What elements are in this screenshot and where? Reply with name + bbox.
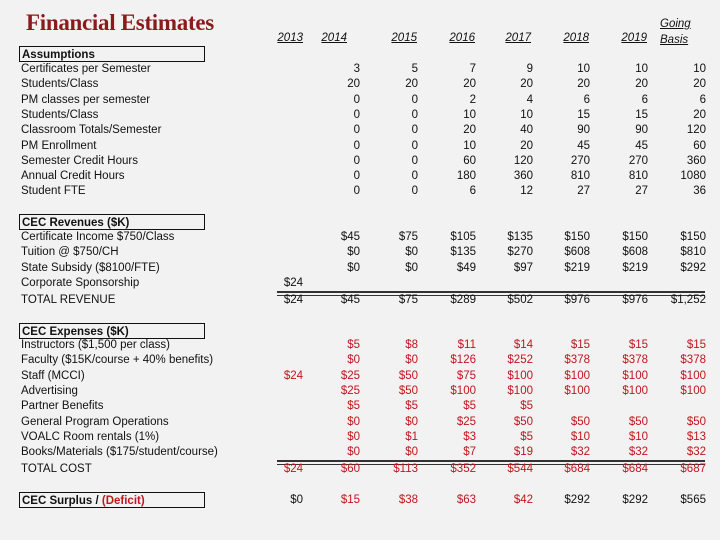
cell-2018: $32 — [570, 446, 590, 459]
row-label: General Program Operations — [21, 415, 169, 428]
cell-2019: 6 — [641, 93, 648, 106]
cell-2013: $24 — [283, 294, 303, 306]
year-header-2017: 2017 — [505, 32, 531, 44]
cell-2018: $219 — [564, 261, 590, 274]
expenses-heading: CEC Expenses ($K) — [19, 323, 205, 339]
cell-2018: 90 — [577, 124, 590, 137]
cell-2016: $3 — [463, 430, 476, 443]
revenue-row — [0, 276, 720, 291]
cell-2015: 20 — [405, 78, 418, 91]
cell-2017: 12 — [520, 185, 533, 198]
cell-2016: $352 — [450, 463, 476, 475]
cell-2019: $32 — [628, 446, 648, 459]
cell-2018: $976 — [564, 294, 590, 306]
cell-2016: $135 — [450, 246, 476, 259]
cell-2018: $10 — [570, 430, 590, 443]
revenues-heading: CEC Revenues ($K) — [19, 214, 205, 230]
cell-2016: 20 — [463, 124, 476, 137]
cell-2017: $97 — [513, 261, 533, 274]
cell-2018: $150 — [564, 231, 590, 243]
cell-2014: 0 — [353, 93, 360, 106]
cell-2015: 0 — [411, 108, 418, 121]
assumption-row — [0, 108, 720, 123]
cell-2019: 15 — [635, 108, 648, 121]
cell-2016: 10 — [463, 139, 476, 152]
cell-2019: $292 — [622, 494, 648, 506]
deficit-label: (Deficit) — [101, 495, 145, 507]
cell-2017: 40 — [520, 124, 533, 137]
surplus-row — [0, 493, 720, 508]
year-header-2014: 2014 — [321, 32, 347, 44]
going-label: Going — [660, 18, 691, 30]
cell-going-basis: $100 — [680, 384, 706, 397]
cell-2016: $25 — [456, 415, 476, 428]
cell-2019: 20 — [635, 78, 648, 91]
cell-going-basis: $1,252 — [670, 294, 706, 306]
row-label: Certificates per Semester — [21, 63, 151, 75]
cell-2015: 5 — [411, 63, 418, 75]
cell-2014: 0 — [353, 139, 360, 152]
cell-going-basis: 360 — [686, 154, 706, 167]
year-header-2019: 2019 — [621, 32, 647, 44]
cell-2015: $1 — [405, 430, 418, 443]
row-label: VOALC Room rentals (1%) — [21, 430, 160, 443]
row-label: Annual Credit Hours — [21, 170, 125, 183]
cell-2018: 15 — [577, 108, 590, 121]
cell-2019: $15 — [628, 339, 648, 351]
cell-2015: $38 — [398, 494, 418, 506]
cell-2017: 10 — [520, 108, 533, 121]
cell-going-basis: 20 — [693, 78, 706, 91]
expense-row — [0, 430, 720, 445]
cell-2015: 0 — [411, 170, 418, 183]
total-revenue-row — [0, 293, 720, 308]
cell-2017: $5 — [520, 430, 533, 443]
cell-going-basis: $15 — [686, 339, 706, 351]
row-label: Staff (MCCI) — [21, 369, 85, 382]
row-label: TOTAL REVENUE — [21, 294, 116, 306]
cell-2018: 270 — [570, 154, 590, 167]
cell-going-basis: 1080 — [680, 170, 706, 183]
cell-2019: $100 — [622, 384, 648, 397]
cell-2014: $0 — [347, 446, 360, 459]
cell-2013: $24 — [283, 463, 303, 475]
cell-2014: 0 — [353, 108, 360, 121]
cell-2015: $0 — [405, 354, 418, 367]
cell-2014: $0 — [347, 261, 360, 274]
cell-2016: 60 — [463, 154, 476, 167]
cell-2014: $5 — [347, 339, 360, 351]
cell-2014: $60 — [340, 463, 360, 475]
row-label: Students/Class — [21, 78, 99, 91]
cell-2016: $11 — [457, 339, 476, 351]
assumptions-heading: Assumptions — [19, 46, 205, 62]
cell-2015: $50 — [398, 369, 418, 382]
cell-2015: 0 — [411, 154, 418, 167]
row-label: Faculty ($15K/course + 40% benefits) — [21, 354, 214, 367]
cell-2014: $25 — [340, 384, 360, 397]
cell-2014: 3 — [353, 63, 360, 75]
cell-2019: $10 — [628, 430, 648, 443]
total-cost-row — [0, 462, 720, 477]
year-header-2018: 2018 — [563, 32, 589, 44]
row-label: Semester Credit Hours — [21, 154, 138, 167]
cell-2016: $63 — [456, 494, 476, 506]
cell-2018: $15 — [570, 339, 590, 351]
cell-2017: $50 — [513, 415, 533, 428]
cell-2017: 20 — [520, 78, 533, 91]
assumption-row — [0, 77, 720, 92]
cell-2019: 10 — [635, 63, 648, 75]
cell-2015: 0 — [411, 185, 418, 198]
row-label: TOTAL COST — [21, 463, 92, 475]
going-basis-header — [660, 16, 691, 48]
cell-2017: $544 — [507, 463, 533, 475]
cell-2014: $0 — [347, 354, 360, 367]
row-label: PM classes per semester — [21, 93, 151, 106]
cell-2015: 0 — [411, 139, 418, 152]
cell-going-basis: $810 — [680, 246, 706, 259]
cell-going-basis: 20 — [693, 108, 706, 121]
expense-row — [0, 384, 720, 399]
assumption-row — [0, 93, 720, 108]
row-label: Students/Class — [21, 108, 99, 121]
cell-2019: $100 — [622, 369, 648, 382]
expense-row — [0, 415, 720, 430]
cell-2014: $5 — [347, 400, 360, 413]
cell-2015: $75 — [398, 231, 418, 243]
cell-2016: $100 — [450, 384, 476, 397]
cell-2017: 9 — [526, 63, 533, 75]
cell-2018: $684 — [564, 463, 590, 475]
cell-2019: $150 — [622, 231, 648, 243]
cell-2014: $0 — [347, 415, 360, 428]
cell-2015: $0 — [405, 415, 418, 428]
cell-going-basis: $50 — [686, 415, 706, 428]
cell-2019: $608 — [622, 246, 648, 259]
expense-row — [0, 353, 720, 368]
cell-going-basis: 10 — [693, 63, 706, 75]
row-label: Student FTE — [21, 185, 86, 198]
row-label: Instructors ($1,500 per class) — [21, 339, 170, 351]
cell-2014: 0 — [353, 185, 360, 198]
cell-2016: $49 — [456, 261, 476, 274]
cell-2015: $5 — [405, 400, 418, 413]
page-title: Financial Estimates — [26, 10, 214, 35]
cell-going-basis: 6 — [699, 93, 706, 106]
expense-row — [0, 338, 720, 353]
cell-2016: 20 — [463, 78, 476, 91]
revenue-row — [0, 230, 720, 245]
cell-2015: $113 — [393, 463, 418, 475]
cell-2017: $135 — [507, 231, 533, 243]
cell-going-basis: $32 — [686, 446, 706, 459]
cell-2016: $75 — [456, 369, 476, 382]
expense-row — [0, 399, 720, 414]
cell-2015: $8 — [405, 339, 418, 351]
cell-2016: $105 — [450, 231, 476, 243]
cell-2018: $292 — [564, 494, 590, 506]
cell-going-basis: $378 — [680, 354, 706, 367]
cell-2018: 45 — [577, 139, 590, 152]
cell-2017: $14 — [513, 339, 533, 351]
cell-2017: 4 — [526, 93, 533, 106]
cell-2016: 6 — [469, 185, 476, 198]
cell-2016: $289 — [450, 294, 476, 306]
cell-2018: 20 — [577, 78, 590, 91]
cell-2017: $252 — [507, 354, 533, 367]
expense-row — [0, 369, 720, 384]
cell-2017: $19 — [513, 446, 533, 459]
cell-2019: $976 — [622, 294, 648, 306]
cell-2014: 0 — [353, 170, 360, 183]
cell-2019: $219 — [622, 261, 648, 274]
cell-2018: $608 — [564, 246, 590, 259]
cell-2014: $45 — [340, 294, 360, 306]
cell-going-basis: 120 — [686, 124, 706, 137]
row-label: State Subsidy ($8100/FTE) — [21, 261, 160, 274]
cell-2017: $270 — [507, 246, 533, 259]
cell-2019: $50 — [628, 415, 648, 428]
row-label: Classroom Totals/Semester — [21, 124, 162, 137]
cell-2018: $50 — [570, 415, 590, 428]
row-label: Certificate Income $750/Class — [21, 231, 175, 243]
assumption-row — [0, 154, 720, 169]
cell-2018: 27 — [577, 185, 590, 198]
cell-2017: 360 — [513, 170, 533, 183]
cell-2015: 0 — [411, 124, 418, 137]
row-label: Tuition @ $750/CH — [21, 246, 119, 259]
revenue-row — [0, 245, 720, 260]
assumption-row — [0, 62, 720, 77]
cell-2019: $378 — [622, 354, 648, 367]
cell-2018: 6 — [583, 93, 590, 106]
cell-2013: $24 — [283, 369, 303, 382]
cell-2018: $378 — [564, 354, 590, 367]
revenue-row — [0, 261, 720, 276]
cell-2015: $50 — [398, 384, 418, 397]
cell-2014: $0 — [347, 430, 360, 443]
cell-2017: $100 — [507, 384, 533, 397]
cell-2016: $126 — [450, 354, 476, 367]
cell-2014: 20 — [347, 78, 360, 91]
cell-going-basis: $565 — [680, 494, 706, 506]
row-label: Corporate Sponsorship — [21, 276, 140, 289]
row-label: Advertising — [21, 384, 78, 397]
cell-2017: 20 — [520, 139, 533, 152]
cell-2013: $0 — [290, 494, 303, 506]
row-label: PM Enrollment — [21, 139, 97, 152]
cell-2015: $75 — [398, 294, 418, 306]
cell-2015: $0 — [405, 261, 418, 274]
cell-2014: 0 — [353, 154, 360, 167]
cell-2016: 180 — [456, 170, 476, 183]
cell-going-basis: $292 — [680, 261, 706, 274]
expense-row — [0, 445, 720, 460]
cell-2016: 7 — [469, 63, 476, 75]
cell-2017: $42 — [513, 494, 533, 506]
cell-2014: $15 — [340, 494, 360, 506]
cell-2013: $24 — [283, 276, 303, 289]
row-label: Partner Benefits — [21, 400, 104, 413]
cell-2014: $45 — [340, 231, 360, 243]
cell-2017: $100 — [507, 369, 533, 382]
cell-going-basis: $150 — [680, 231, 706, 243]
assumption-row — [0, 184, 720, 199]
cell-2019: 270 — [628, 154, 648, 167]
cell-2019: 45 — [635, 139, 648, 152]
cell-2015: 0 — [411, 93, 418, 106]
cell-going-basis: 36 — [693, 185, 706, 198]
cell-2016: $7 — [463, 446, 476, 459]
year-header-2016: 2016 — [449, 32, 475, 44]
cell-2019: 90 — [635, 124, 648, 137]
row-label: Books/Materials ($175/student/course) — [21, 446, 218, 459]
cell-2014: 0 — [353, 124, 360, 137]
cell-2017: 120 — [513, 154, 533, 167]
cell-2017: $5 — [520, 400, 533, 413]
cell-going-basis: 60 — [693, 139, 706, 152]
assumption-row — [0, 139, 720, 154]
cell-2016: $5 — [463, 400, 476, 413]
cell-2018: 10 — [577, 63, 590, 75]
cell-2018: $100 — [564, 384, 590, 397]
cell-2016: 10 — [463, 108, 476, 121]
assumption-row — [0, 169, 720, 184]
cell-2014: $0 — [347, 246, 360, 259]
cell-going-basis: $100 — [680, 369, 706, 382]
cell-going-basis: $687 — [680, 463, 706, 475]
year-header-2013: 2013 — [277, 32, 303, 44]
cell-2019: 810 — [628, 170, 648, 183]
cell-2014: $25 — [340, 369, 360, 382]
cell-2015: $0 — [405, 446, 418, 459]
cell-2019: 27 — [635, 185, 648, 198]
assumption-row — [0, 123, 720, 138]
cell-2018: $100 — [564, 369, 590, 382]
basis-label: Basis — [660, 34, 689, 46]
surplus-label: CEC Surplus / — [22, 495, 102, 507]
cell-2018: 810 — [570, 170, 590, 183]
year-header-2015: 2015 — [391, 32, 417, 44]
cell-2019: $684 — [622, 463, 648, 475]
cell-going-basis: $13 — [686, 430, 706, 443]
cell-2017: $502 — [507, 294, 533, 306]
cell-2015: $0 — [405, 246, 418, 259]
cell-2016: 2 — [469, 93, 476, 106]
